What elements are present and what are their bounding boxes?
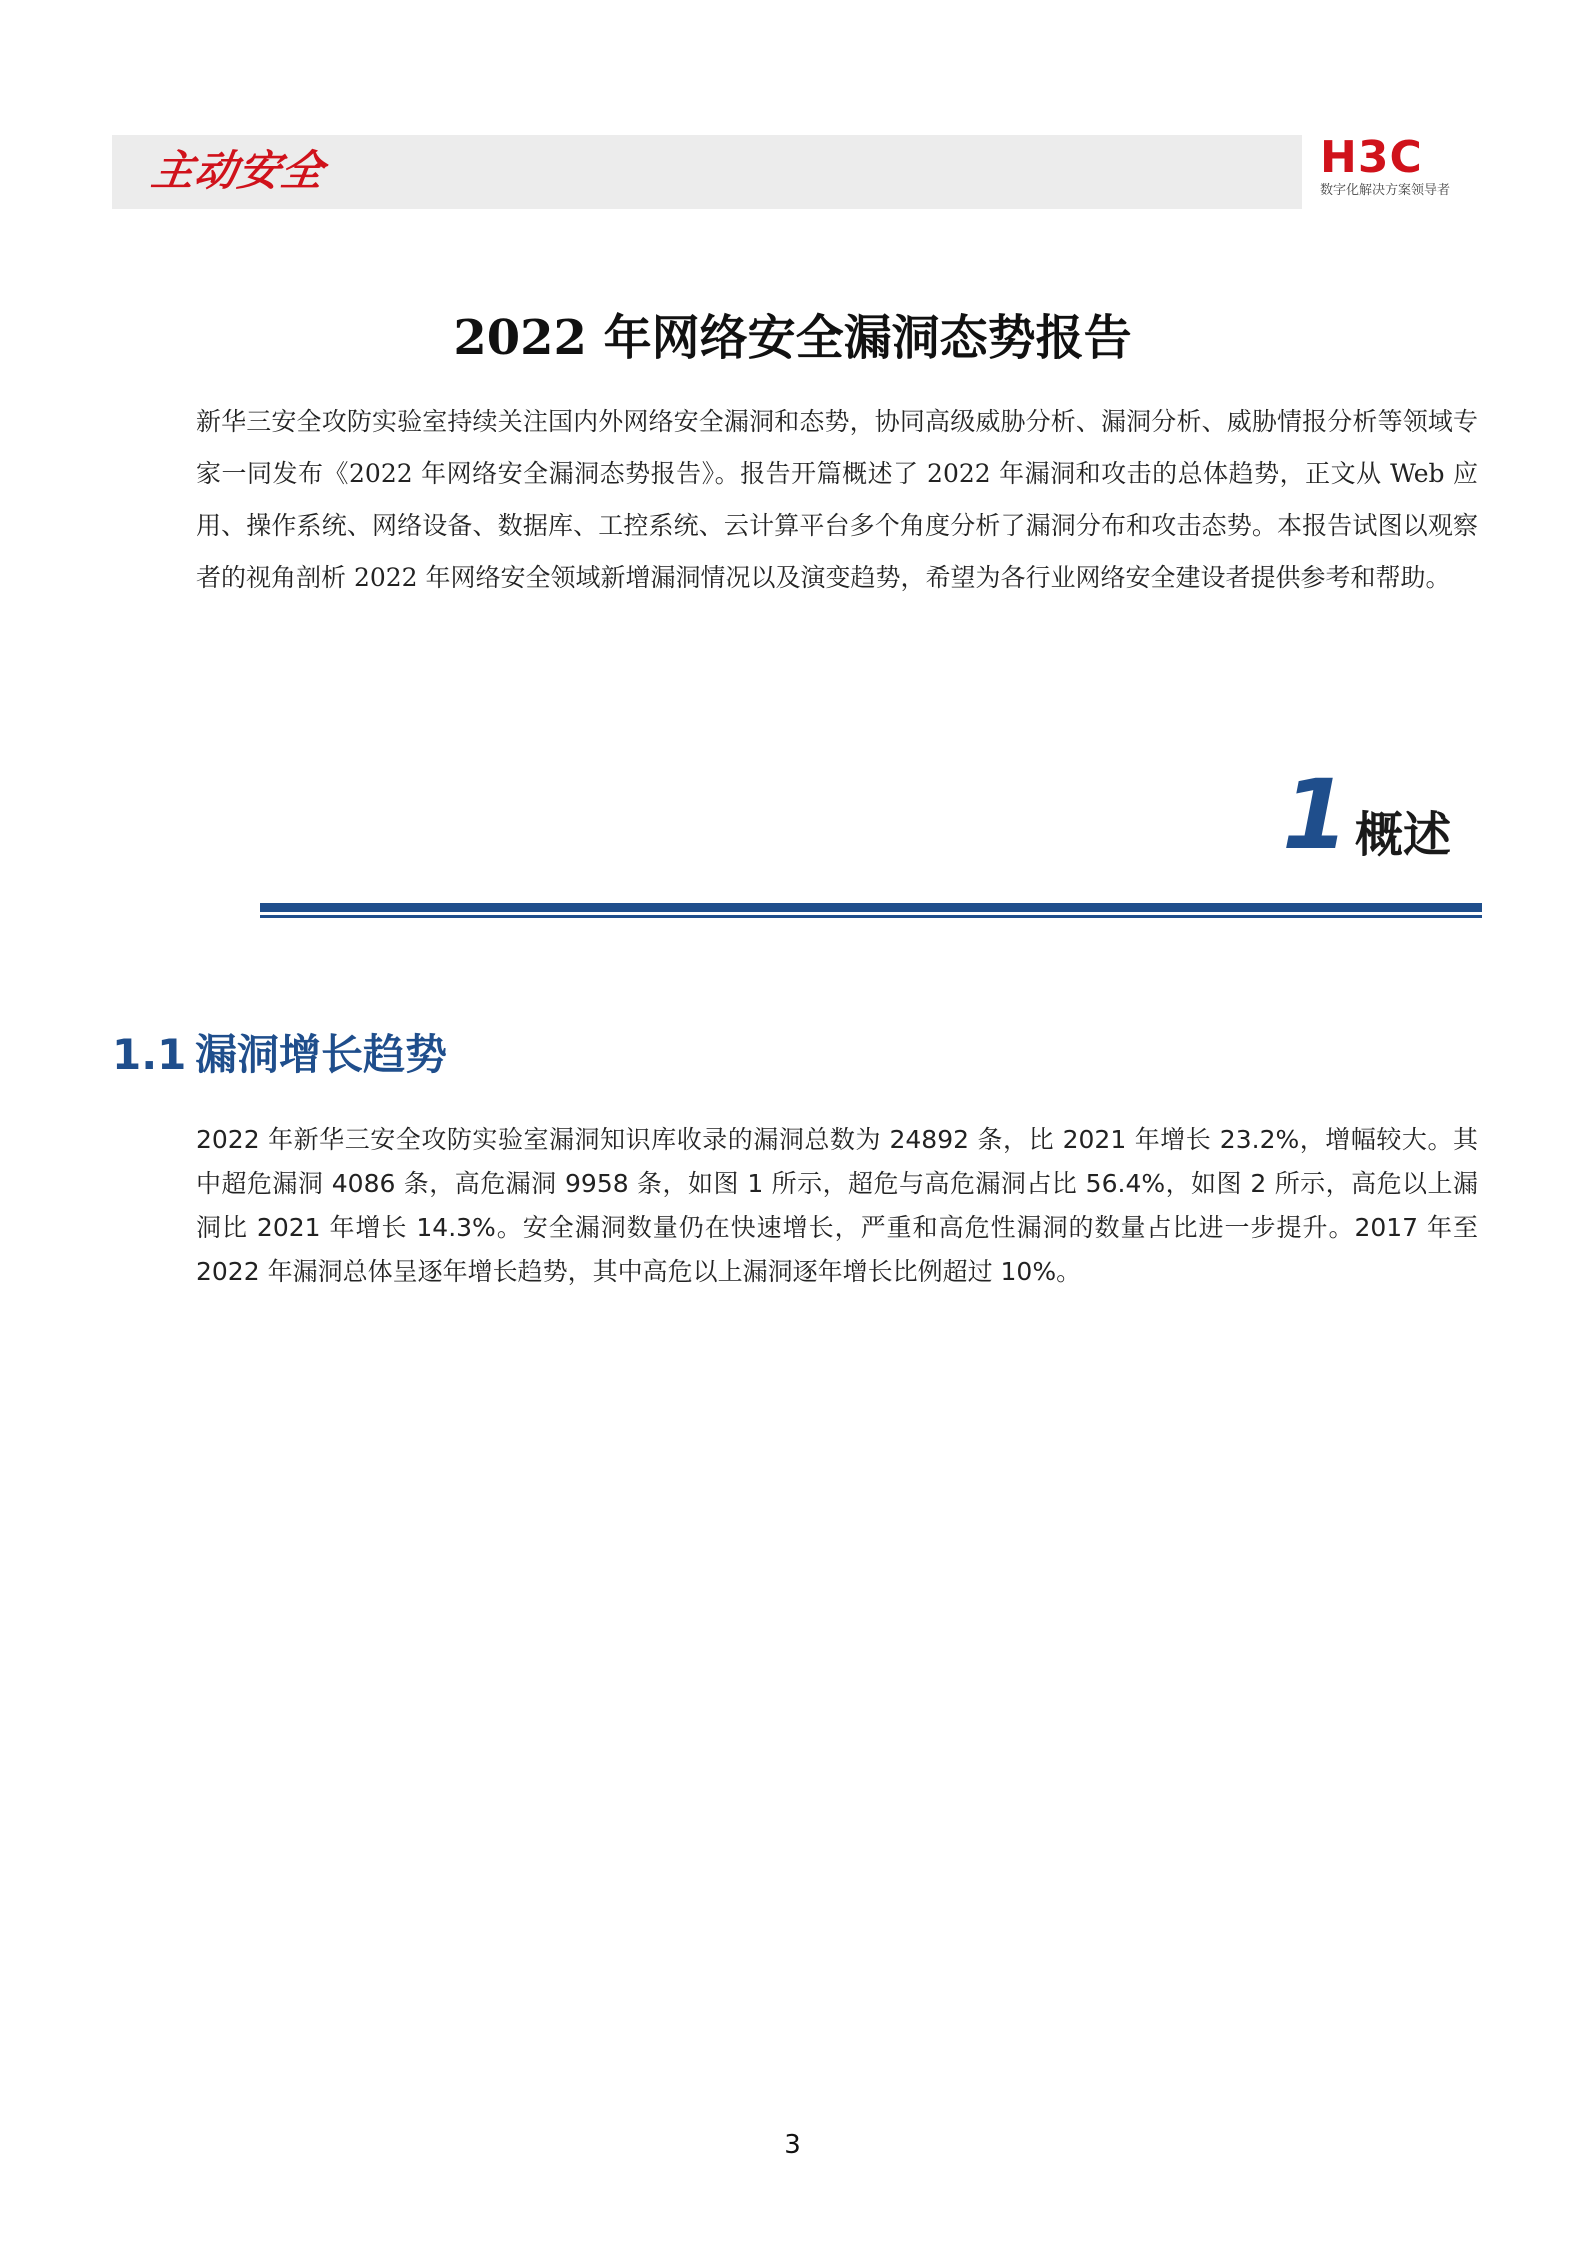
h3c-logo xyxy=(1318,133,1478,203)
chapter-divider xyxy=(260,903,1482,912)
chapter-number: 1 xyxy=(1282,759,1349,871)
section-body-paragraph: 2022 年新华三安全攻防实验室漏洞知识库收录的漏洞总数为 24892 条，比 2021 年增长 23.2%，增幅较大。其中超危漏洞 4086 条，高危漏洞 9958 条，如图 1 所示，超危与高危漏洞占比 56.4%，如图 2 所示，高危以上漏洞比 2021 年增长 14.3%。安全漏洞数量仍在快速增长，严重和高危性漏洞的数量占比进一步提升。2017 年至 2022 年漏洞总体呈逐年增长趋势，其中高危以上漏洞逐年增长比例超过 10%。 xyxy=(196,1125,1478,1286)
section-number: 1.1 xyxy=(112,1030,187,1079)
intro-paragraph: 新华三安全攻防实验室持续关注国内外网络安全漏洞和态势，协同高级威胁分析、漏洞分析、威胁情报分析等领域专家一同发布《2022 年网络安全漏洞态势报告》。报告开篇概述了 2022 年漏洞和攻击的总体趋势，正文从 Web 应用、操作系统、网络设备、数据库、工控系统、云计算平台多个角度分析了漏洞分布和攻击态势。本报告试图以观察者的视角剖析 2022 年网络安全领域新增漏洞情况以及演变趋势，希望为各行业网络安全建设者提供参考和帮助。 xyxy=(196,407,1478,592)
chapter-divider-thin xyxy=(260,915,1482,918)
section-title: 漏洞增长趋势 xyxy=(195,1030,448,1079)
page-number: 3 xyxy=(784,2130,801,2160)
brand-slogan: 主动安全 xyxy=(148,146,328,195)
document-title: 2022 年网络安全漏洞态势报告 xyxy=(453,310,1132,366)
chapter-title: 概述 xyxy=(1355,807,1452,863)
logo-tagline: 数字化解决方案领导者 xyxy=(1320,183,1451,198)
logo-mark: H3C xyxy=(1320,132,1423,183)
